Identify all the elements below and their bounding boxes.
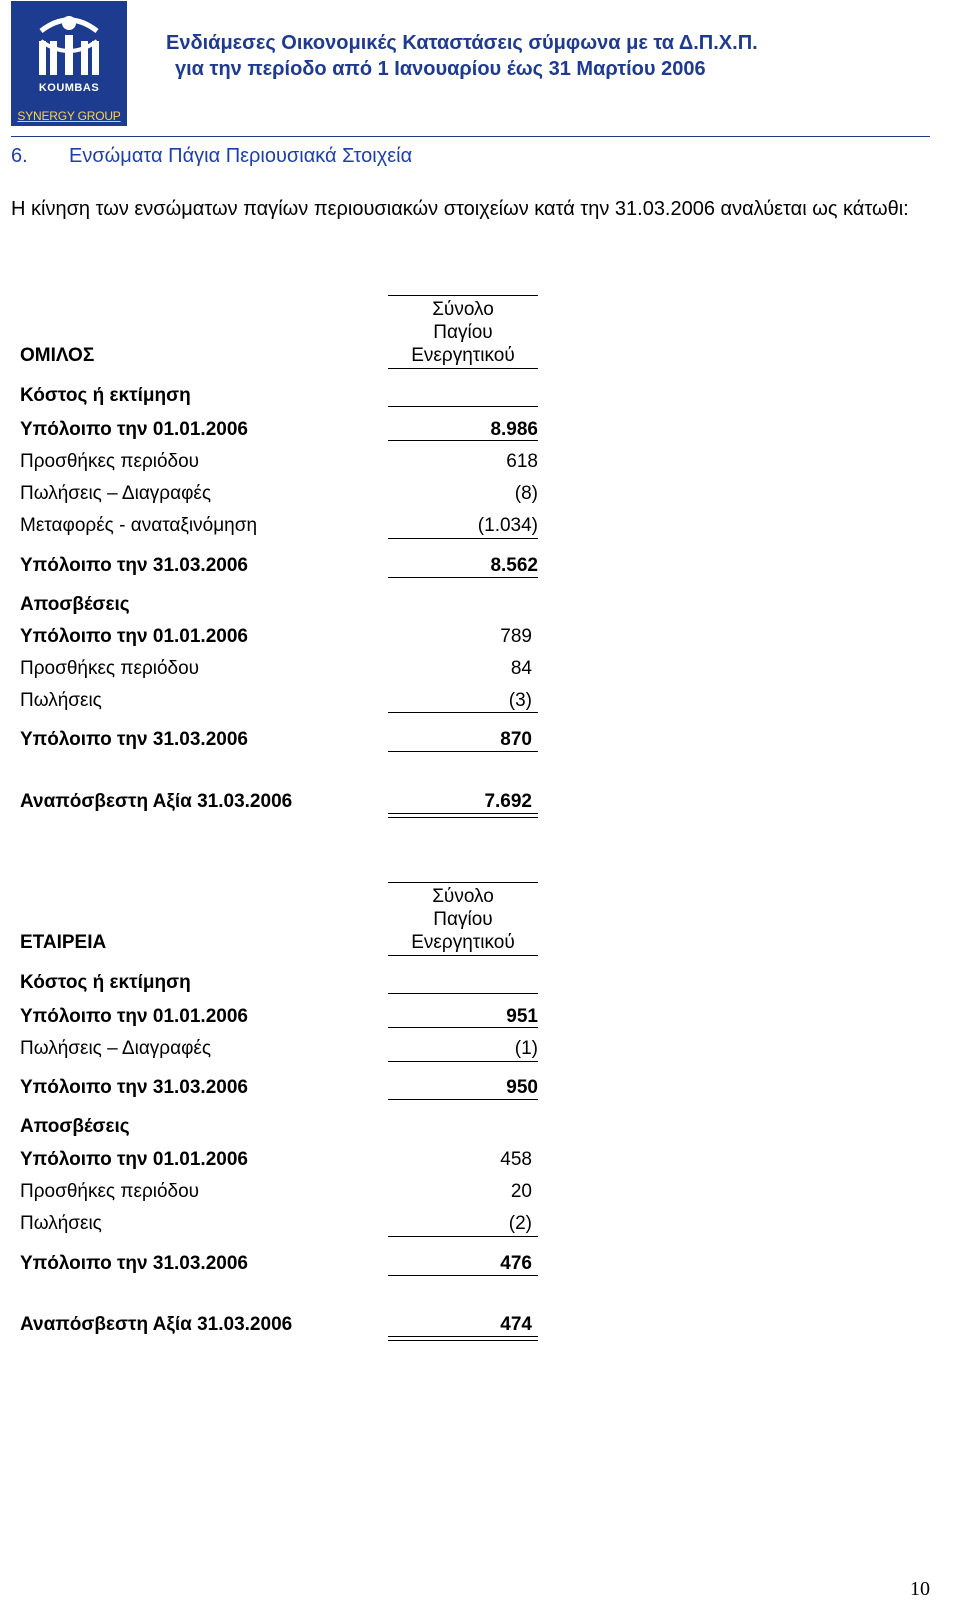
group-cost-row-label: Υπόλοιπο την 31.03.2006 [20, 555, 248, 576]
group-dep-subtotal-rule [388, 712, 538, 713]
company-cost-heading: Κόστος ή εκτίμηση [20, 972, 191, 993]
company-cost-total-rule [388, 1099, 538, 1100]
company-cost-rule [388, 993, 538, 994]
group-cost-row-label: Προσθήκες περιόδου [20, 451, 200, 472]
group-dep-row-value: 870 [500, 729, 532, 750]
company-dep-heading: Αποσβέσεις [20, 1116, 130, 1137]
company-dep-row-value: 20 [510, 1181, 532, 1202]
company-cost-row-label: Υπόλοιπο την 01.01.2006 [20, 1006, 248, 1027]
company-nbv-label: Αναπόσβεστη Αξία 31.03.2006 [20, 1314, 293, 1335]
group-dep-total-rule [388, 751, 538, 752]
section-intro: Η κίνηση των ενσώματων παγίων περιουσιακών στοιχείων κατά την 31.03.2006 αναλύεται ως κάτωθι: [11, 198, 909, 220]
group-dep-row-value: (3) [508, 690, 532, 711]
company-cost-row-value: 950 [506, 1077, 538, 1098]
company-dep-total-rule [388, 1275, 538, 1276]
group-cost-row-label: Πωλήσεις – Διαγραφές [20, 483, 212, 504]
company-logo [11, 1, 127, 126]
header-title: Ενδιάμεσες Οικονομικές Καταστάσεις σύμφωνα με τα Δ.Π.Χ.Π. [166, 32, 758, 54]
section-title [11, 145, 412, 168]
logo-brand: KOUMBAS [38, 82, 100, 94]
group-header-bottom-rule [388, 368, 538, 369]
company-header-bottom-rule [388, 955, 538, 956]
group-dep-row-value: 84 [510, 658, 532, 679]
group-cost-row-label: Μεταφορές - αναταξινόμηση [20, 515, 258, 536]
page-number: 10 [910, 1578, 930, 1600]
group-dep-row-label: Πωλήσεις [20, 690, 102, 711]
company-dep-row-label: Πωλήσεις [20, 1213, 102, 1234]
group-opening-rule [388, 440, 538, 441]
company-nbv-value: 474 [500, 1314, 532, 1335]
group-cost-total-rule [388, 577, 538, 578]
company-dep-row-value: 476 [500, 1253, 532, 1274]
group-nbv-value: 7.692 [484, 791, 532, 812]
logo-emblem-icon [11, 1, 127, 81]
group-nbv-label: Αναπόσβεστη Αξία 31.03.2006 [20, 791, 293, 812]
group-column-header: Σύνολο Παγίου Ενεργητικού [411, 299, 515, 366]
company-dep-subtotal-rule [388, 1236, 538, 1237]
group-nbv-double-rule [388, 813, 538, 818]
group-cost-heading: Κόστος ή εκτίμηση [20, 385, 191, 406]
group-dep-row-label: Υπόλοιπο την 31.03.2006 [20, 729, 248, 750]
section-title-text: Ενσώματα Πάγια Περιουσιακά Στοιχεία [69, 145, 413, 167]
company-column-header: Σύνολο Παγίου Ενεργητικού [411, 886, 515, 953]
group-cost-row-value: (8) [514, 483, 538, 504]
company-cost-row-label: Υπόλοιπο την 31.03.2006 [20, 1077, 248, 1098]
group-subtotal-rule [388, 538, 538, 539]
header-period: για την περίοδο από 1 Ιανουαρίου έως 31 Μαρτίου 2006 [175, 58, 706, 80]
company-opening-rule [388, 1027, 538, 1028]
group-cost-row-label: Υπόλοιπο την 01.01.2006 [20, 419, 248, 440]
group-cost-row-value: 618 [506, 451, 538, 472]
group-cost-row-value: 8.562 [490, 555, 538, 576]
section-number: 6. [11, 145, 28, 167]
group-header-top-rule [388, 295, 538, 296]
group-dep-row-label: Υπόλοιπο την 01.01.2006 [20, 626, 248, 647]
logo-group-name: SYNERGY GROUP [17, 109, 121, 123]
company-dep-row-value: (2) [508, 1213, 532, 1234]
company-dep-row-value: 458 [500, 1149, 532, 1170]
company-nbv-double-rule [388, 1336, 538, 1341]
group-dep-row-value: 789 [500, 626, 532, 647]
group-dep-row-label: Προσθήκες περιόδου [20, 658, 200, 679]
group-entity-label: ΟΜΙΛΟΣ [20, 345, 95, 366]
group-cost-row-value: (1.034) [477, 515, 538, 536]
group-cost-row-value: 8.986 [490, 419, 538, 440]
company-dep-row-label: Υπόλοιπο την 01.01.2006 [20, 1149, 248, 1170]
company-cost-row-value: (1) [514, 1038, 538, 1059]
company-cost-row-value: 951 [506, 1006, 538, 1027]
header-rule [11, 136, 930, 137]
company-cost-row-label: Πωλήσεις – Διαγραφές [20, 1038, 212, 1059]
group-dep-heading: Αποσβέσεις [20, 594, 130, 615]
company-entity-label: ΕΤΑΙΡΕΙΑ [20, 932, 107, 953]
company-dep-row-label: Υπόλοιπο την 31.03.2006 [20, 1253, 248, 1274]
company-header-top-rule [388, 882, 538, 883]
company-dep-row-label: Προσθήκες περιόδου [20, 1181, 200, 1202]
company-subtotal-rule [388, 1061, 538, 1062]
group-cost-rule [388, 406, 538, 407]
